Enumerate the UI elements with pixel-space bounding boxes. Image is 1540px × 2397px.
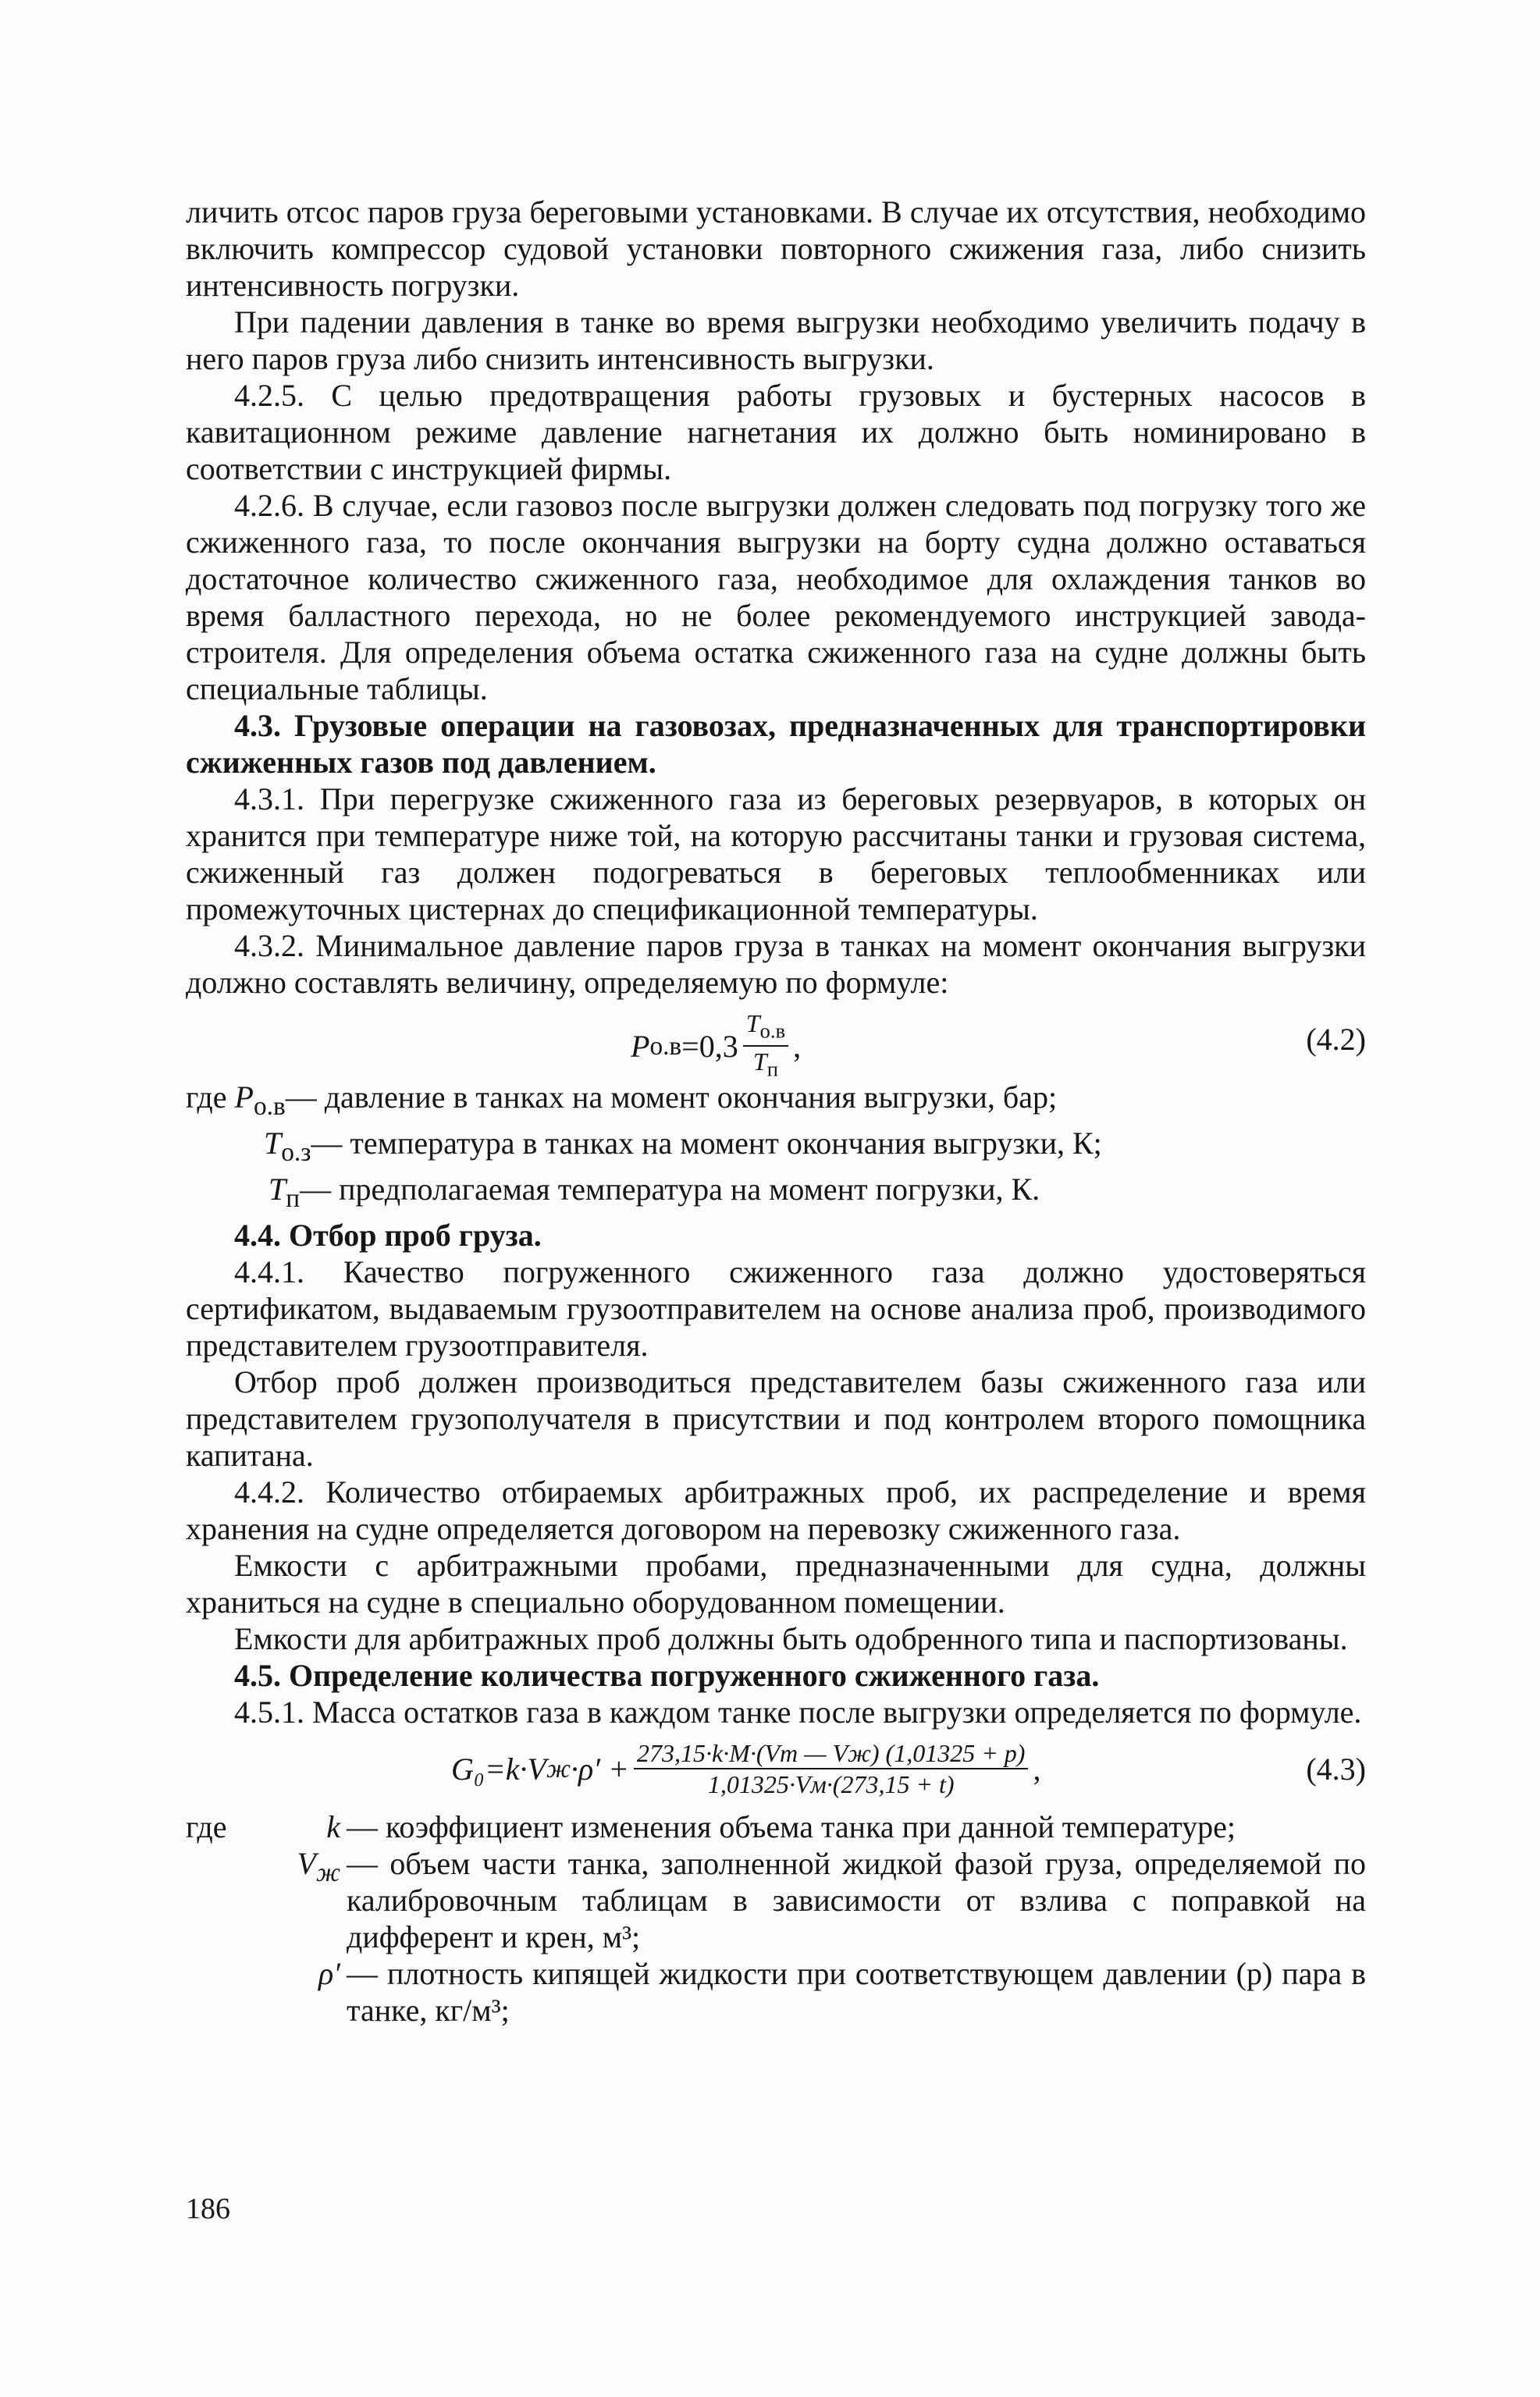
formula-4-3-expression: G₀=k·V ж ·ρ′ + $\frac{273,15\cdot k\cdot M\cdot(Vт — Vж) (1,01325 + p)}{1,01325\cdot Vм\cdot(273,15 + t)}$ , xyxy=(451,1739,1041,1798)
formula-4-2-definitions xyxy=(186,1079,1366,1217)
formula-4-3 xyxy=(186,1732,1366,1807)
paragraph: Емкости с арбитражными пробами, предназначенными для судна, должны храниться на судне в специально оборудованном помещении. xyxy=(186,1548,1366,1620)
formula-4-2-expression: P о.в =0,3 $\frac{T_{о.в}}{T_п}$ , xyxy=(631,1008,801,1084)
paragraph: личить отсос паров груза береговыми установками. В случае их отсутствия, необходимо включить компрессор судовой установки повторного сжижения газа, либо снизить интенсивность погрузки. xyxy=(186,194,1366,303)
paragraph-4-3-1: 4.3.1. При перегрузке сжиженного газа из береговых резервуаров, в которых он хранится при температуре ниже той, на которую рассчитаны танки и грузовая система, сжиженный газ должен подогреваться в береговых теплообменниках или промежуточных цистернах до спецификационной температуры. xyxy=(186,781,1366,926)
section-heading-4-3: 4.3. Грузовые операции на газовозах, предназначенных для транспортировки сжиженных газов под давлением. xyxy=(186,708,1366,780)
formula-number: (4.2) xyxy=(1306,1022,1366,1057)
formula-4-3-fraction: $\frac{273,15\cdot k\cdot M\cdot(Vт — Vж) (1,01325 + p)}{1,01325\cdot Vм\cdot(273,15 + t)}$ xyxy=(634,1738,1029,1799)
paragraph: Отбор проб должен производиться представителем базы сжиженного газа или представителем грузополучателя в присутствии и под контролем второго помощника капитана. xyxy=(186,1364,1366,1473)
definition-row: где $P_{о.в}$ — давление в танках на момент окончания выгрузки, бар; xyxy=(186,1079,1058,1121)
paragraph-4-5-1: 4.5.1. Масса остатков газа в каждом танке после выгрузки определяется по формуле. xyxy=(234,1695,1362,1730)
paragraph: Емкости для арбитражных проб должны быть одобренного типа и паспортизованы. xyxy=(234,1621,1348,1656)
formula-4-3-definitions xyxy=(186,1808,1366,2029)
paragraph-4-3-2: 4.3.2. Минимальное давление паров груза в танках на момент окончания выгрузки должно составлять величину, определяемую по формуле: xyxy=(186,928,1366,1000)
paragraph-4-4-1: 4.4.1. Качество погруженного сжиженного газа должно удостоверяться сертификатом, выдаваемым грузоотправителем на основе анализа проб, производимого представителем грузоотправителя. xyxy=(186,1254,1366,1363)
formula-4-2-fraction: $\frac{T_{о.в}}{T_п}$ xyxy=(743,1008,788,1084)
section-heading-4-5: 4.5. Определение количества погруженного сжиженного газа. xyxy=(234,1658,1100,1693)
page-number: 186 xyxy=(186,2193,230,2225)
paragraph-4-2-5: 4.2.5. С целью предотвращения работы грузовых и бустерных насосов в кавитационном режиме давление нагнетания их должно быть номинировано в соответствии с инструкцией фирмы. xyxy=(186,378,1366,486)
formula-number: (4.3) xyxy=(1306,1752,1366,1787)
definition-row: $V_ж$ — объем части танка, заполненной жидкой фазой груза, определяемой по калибровочным таблицам в зависимости от взлива с поправкой на дифферент и крен, м³; xyxy=(297,1846,1366,1954)
definition-row: $T_п$ — предполагаемая температура на момент погрузки, К. xyxy=(269,1172,1040,1213)
formula-4-2 xyxy=(186,1002,1366,1081)
section-heading-4-4: 4.4. Отбор проб груза. xyxy=(234,1218,542,1253)
body-text xyxy=(186,194,1366,2029)
definition-row: ρ′ — плотность кипящей жидкости при соответствующем давлении (p) пара в танке, кг/м³; xyxy=(318,1956,1366,2028)
definition-row: где k — коэффициент изменения объема танка при данной температуре; xyxy=(186,1809,1236,1844)
definition-row: $T_{о.з}$ — температура в танках на момент окончания выгрузки, К; xyxy=(264,1126,1102,1167)
paragraph-4-4-2: 4.4.2. Количество отбираемых арбитражных проб, их распределение и время хранения на судне определяется договором на перевозку сжиженного газа. xyxy=(186,1474,1366,1546)
paragraph-4-2-6: 4.2.6. В случае, если газовоз после выгрузки должен следовать под погрузку того же сжиженного газа, то после окончания выгрузки на борту судна должно оставаться достаточное количество сжиженного газа, необходимое для охлаждения танков во время балластного перехода, но не более рекомендуемого инструкцией завода-строителя. Для определения объема остатка сжиженного газа на судне должны быть специальные таблицы. xyxy=(186,488,1366,706)
paragraph: При падении давления в танке во время выгрузки необходимо увеличить подачу в него паров груза либо снизить интенсивность выгрузки. xyxy=(186,304,1366,376)
